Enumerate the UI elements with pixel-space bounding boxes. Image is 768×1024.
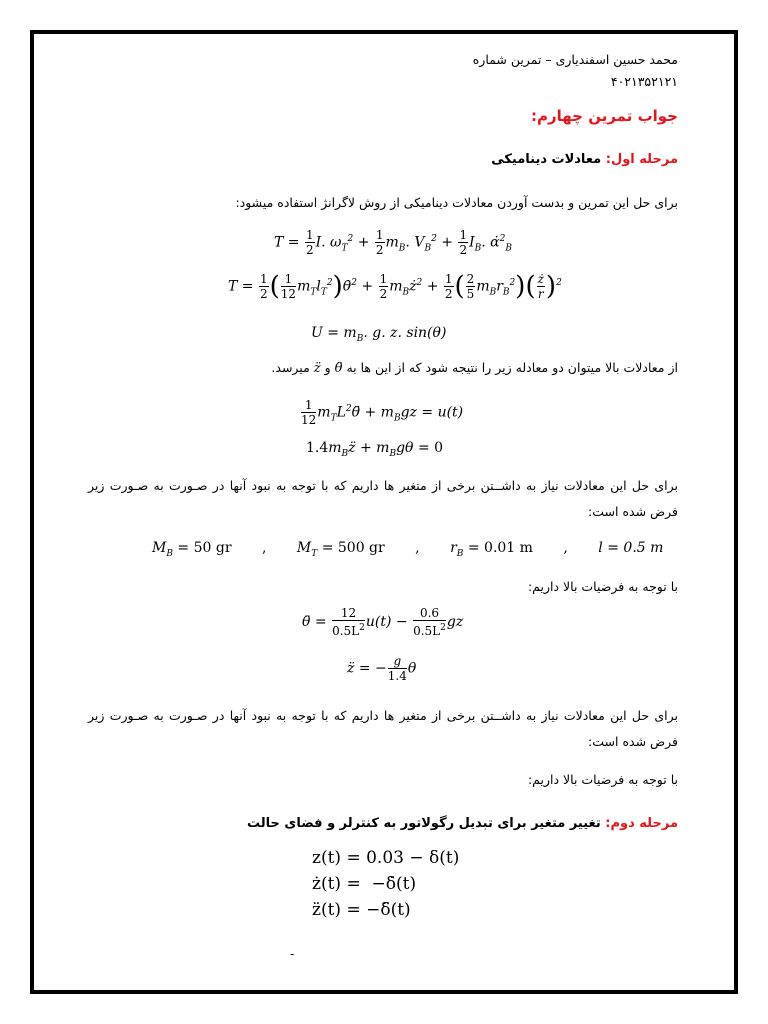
stage2-heading (247, 814, 678, 834)
derive-prefix: از معادلات بالا میتوان دو معادله زیر را نتیجه شود که از این ها به (346, 360, 678, 375)
equation-motion-2: $1.4m_Bz̈ + m_Bg\theta = 0$ (306, 440, 444, 459)
student-id: ۴۰۲۱۳۵۲۱۲۱ (610, 74, 678, 89)
equation-kinetic-energy-1: T = $\frac{1}{2}$ I. $\omega_T^2$ + $\frac{1}{2}$ $m_B$. $V_B^2$ + $\frac{1}{2}$ $I_B$. α̇$^2_B$ (274, 228, 512, 257)
equation-z-substitution: z(t) = 0.03 − δ(t) (312, 848, 460, 868)
equation-potential-energy: $U = m_B$. g. z. sin(θ) (311, 325, 447, 344)
stage1-assume: با توجه به فرضیات بالا داریم: (527, 579, 678, 594)
stage2-label: مرحله دوم: (605, 816, 678, 831)
derive-suffix: میرسد. (271, 360, 310, 375)
stage1-params-intro-2: برای حل این معادلات نیاز به داشــتن برخی از متغیر ها داریم که با توجه به نبود آنها در صـورت به صـورت زیر فرض شده است: (88, 708, 678, 749)
stage1-assume-2: با توجه به فرضیات بالا داریم: (527, 772, 678, 787)
equation-motion-1: $\frac{1}{12}$ $m_TL^2\thetä + m_Bgz = u(t)$ (301, 398, 464, 427)
trailing-dash: - (290, 947, 295, 961)
param-l: l = 0.5 m (598, 540, 664, 556)
stage1-params-intro: برای حل این معادلات نیاز به داشــتن برخی از متغیر ها داریم که با توجه به نبود آنها در صـورت به صـورت زیر فرض شده است: (88, 478, 678, 519)
stage2-title: تغییر متغیر برای تبدیل رگولاتور به کنترلر و فضای حالت (247, 816, 601, 831)
stage1-label: مرحله اول: (605, 152, 678, 167)
param-mt: $M_T = 500$ gr (296, 540, 385, 559)
equation-z-ddot: z̈ = − $\frac{g}{1.4}$ θ (347, 654, 417, 683)
equation-z-ddot-substitution: z̈(t) = −δ̈(t) (312, 900, 411, 920)
stage1-heading (491, 150, 678, 170)
stage1-derive-sentence (271, 358, 678, 379)
parameter-assumptions: $M_B = 50$ gr , $M_T = 500$ gr , $r_B = 0.01$ m , l = 0.5 m (152, 540, 664, 559)
stage1-title: معادلات دینامیکی (491, 152, 602, 167)
z-ddot-symbol: z̈ (313, 361, 321, 376)
param-mb: $M_B = 50$ gr (152, 540, 232, 559)
author-line: محمد حسین اسفندیاری – تمرین شماره (472, 52, 678, 67)
param-rb: $r_B = 0.01$ m (450, 540, 533, 559)
derive-and: و (324, 360, 331, 375)
stage1-intro: برای حل این تمرین و بدست آوردن معادلات دینامیکی از روش لاگرانژ استفاده میشود: (235, 195, 678, 210)
theta-ddot-symbol: θ̈ (334, 361, 343, 376)
equation-z-dot-substitution: ż(t) = −δ̇(t) (312, 874, 417, 894)
equation-kinetic-energy-2: T = $\frac{1}{2}$ ( $\frac{1}{12}$ $m_Tl_T^2)\thetȧ^2$ + $\frac{1}{2}$ $m_Bż^2$ + $\frac{1}{2}$ ( $\frac{2}{5}$ $m_Br_B^2$)( $\frac{ż}{r}$ )$^2$ (228, 271, 562, 302)
equation-theta-ddot: θ̈ = $\frac{12}{0.5L^2}$ u(t) − $\frac{0.6}{0.5L^2}$ gz (302, 606, 464, 638)
answer-title: جواب تمرین چهارم: (531, 107, 678, 125)
